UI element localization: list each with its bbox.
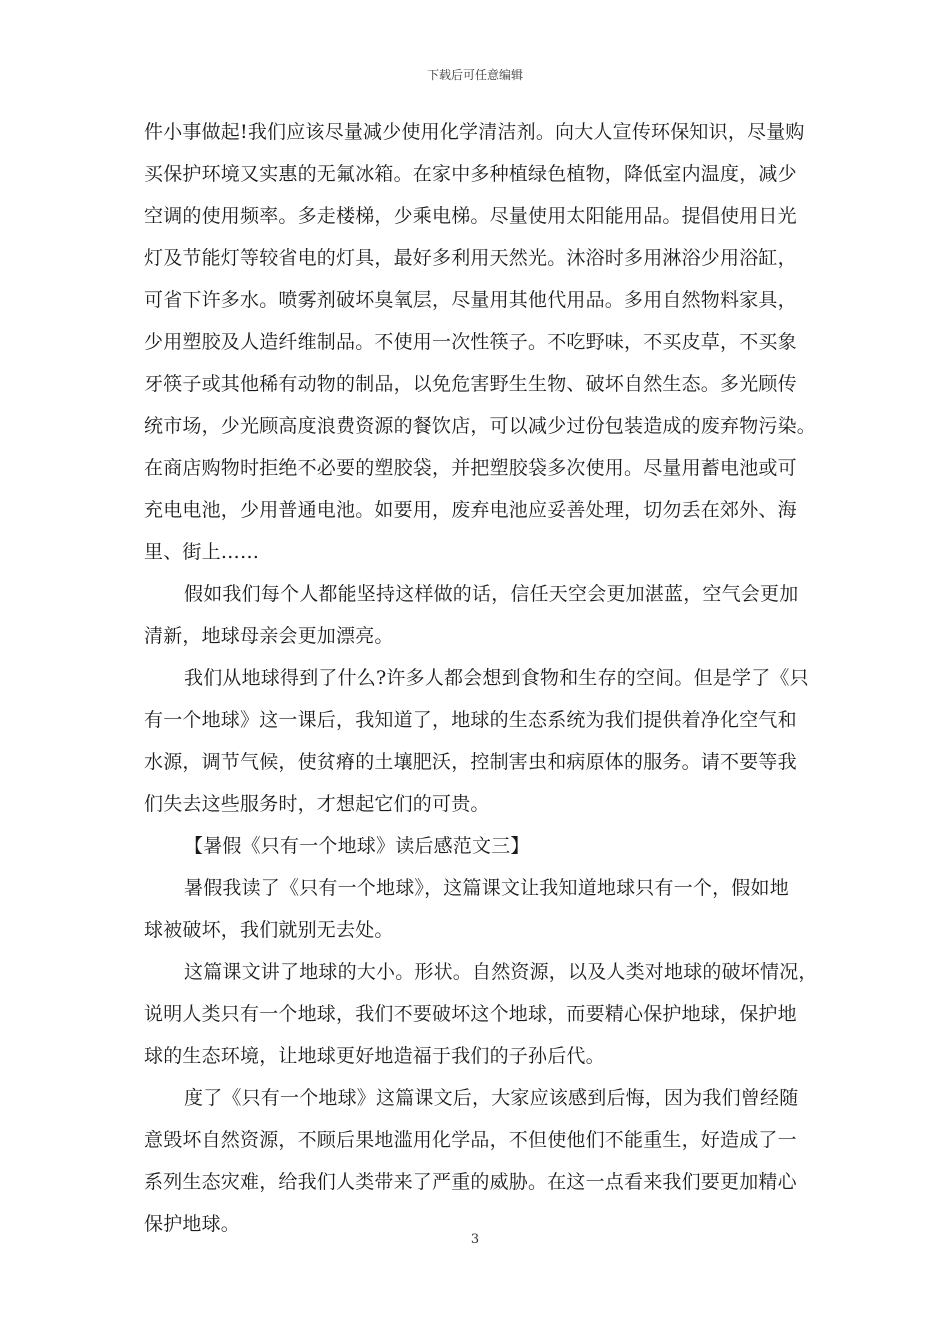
text-line: 买保护环境又实惠的无氟冰箱。在家中多种植绿色植物，降低室内温度，减少 <box>144 163 797 185</box>
text-line: 系列生态灾难，给我们人类带来了严重的威胁。在这一点看来我们要更加精心 <box>144 1171 797 1193</box>
text-line: 可省下许多水。喷雾剂破坏臭氧层，尽量用其他代用品。多用自然物料家具， <box>144 289 797 311</box>
text-line: 灯及节能灯等较省电的灯具，最好多利用天然光。沐浴时多用淋浴少用浴缸， <box>144 247 797 269</box>
text-line: 牙筷子或其他稀有动物的制品，以免危害野生生物、破坏自然生态。多光顾传 <box>144 373 797 395</box>
page-number: 3 <box>470 1232 480 1247</box>
text-line: 件小事做起!我们应该尽量减少使用化学清洁剂。向大人宣传环保知识，尽量购 <box>144 121 805 143</box>
text-line: 统市场，少光顾高度浪费资源的餐饮店，可以减少过份包装造成的废弃物污染。 <box>144 415 817 437</box>
page-header: 下载后可任意编辑 <box>426 68 523 82</box>
text-line: 空调的使用频率。多走楼梯，少乘电梯。尽量使用太阳能用品。提倡使用日光 <box>144 205 797 227</box>
text-line: 假如我们每个人都能坚持这样做的话，信任天空会更加湛蓝，空气会更加 <box>184 583 799 605</box>
text-line: 说明人类只有一个地球，我们不要破坏这个地球，而要精心保护地球，保护地 <box>144 1003 797 1025</box>
text-line: 充电电池，少用普通电池。如要用，废弃电池应妥善处理，切勿丢在郊外、海 <box>144 499 797 521</box>
text-line: 意毁坏自然资源，不顾后果地滥用化学品，不但使他们不能重生，好造成了一 <box>144 1129 797 1151</box>
text-line: 们失去这些服务时，才想起它们的可贵。 <box>144 793 490 815</box>
text-line: 球的生态环境，让地球更好地造福于我们的子孙后代。 <box>144 1045 605 1067</box>
text-line: 有一个地球》这一课后，我知道了，地球的生态系统为我们提供着净化空气和 <box>144 709 797 731</box>
text-line: 球被破坏，我们就别无去处。 <box>144 919 394 941</box>
text-line: 度了《只有一个地球》这篇课文后，大家应该感到后悔，因为我们曾经随 <box>184 1087 799 1109</box>
text-line: 清新，地球母亲会更加漂亮。 <box>144 625 394 647</box>
text-line: 保护地球。 <box>144 1213 241 1235</box>
text-line: 里、街上…… <box>144 541 260 563</box>
text-line: 在商店购物时拒绝不必要的塑胶袋，并把塑胶袋多次使用。尽量用蓄电池或可 <box>144 457 797 479</box>
section-heading: 【暑假《只有一个地球》读后感范文三】 <box>184 835 530 857</box>
text-line: 这篇课文讲了地球的大小。形状。自然资源，以及人类对地球的破坏情况， <box>184 961 818 983</box>
text-line: 水源，调节气候，使贫瘠的土壤肥沃，控制害虫和病原体的服务。请不要等我 <box>144 751 797 773</box>
text-line: 我们从地球得到了什么?许多人都会想到食物和生存的空间。但是学了《只 <box>184 667 809 689</box>
text-line: 暑假我读了《只有一个地球》，这篇课文让我知道地球只有一个，假如地 <box>184 877 789 899</box>
text-line: 少用塑胶及人造纤维制品。不使用一次性筷子。不吃野味，不买皮草，不买象 <box>144 331 797 353</box>
